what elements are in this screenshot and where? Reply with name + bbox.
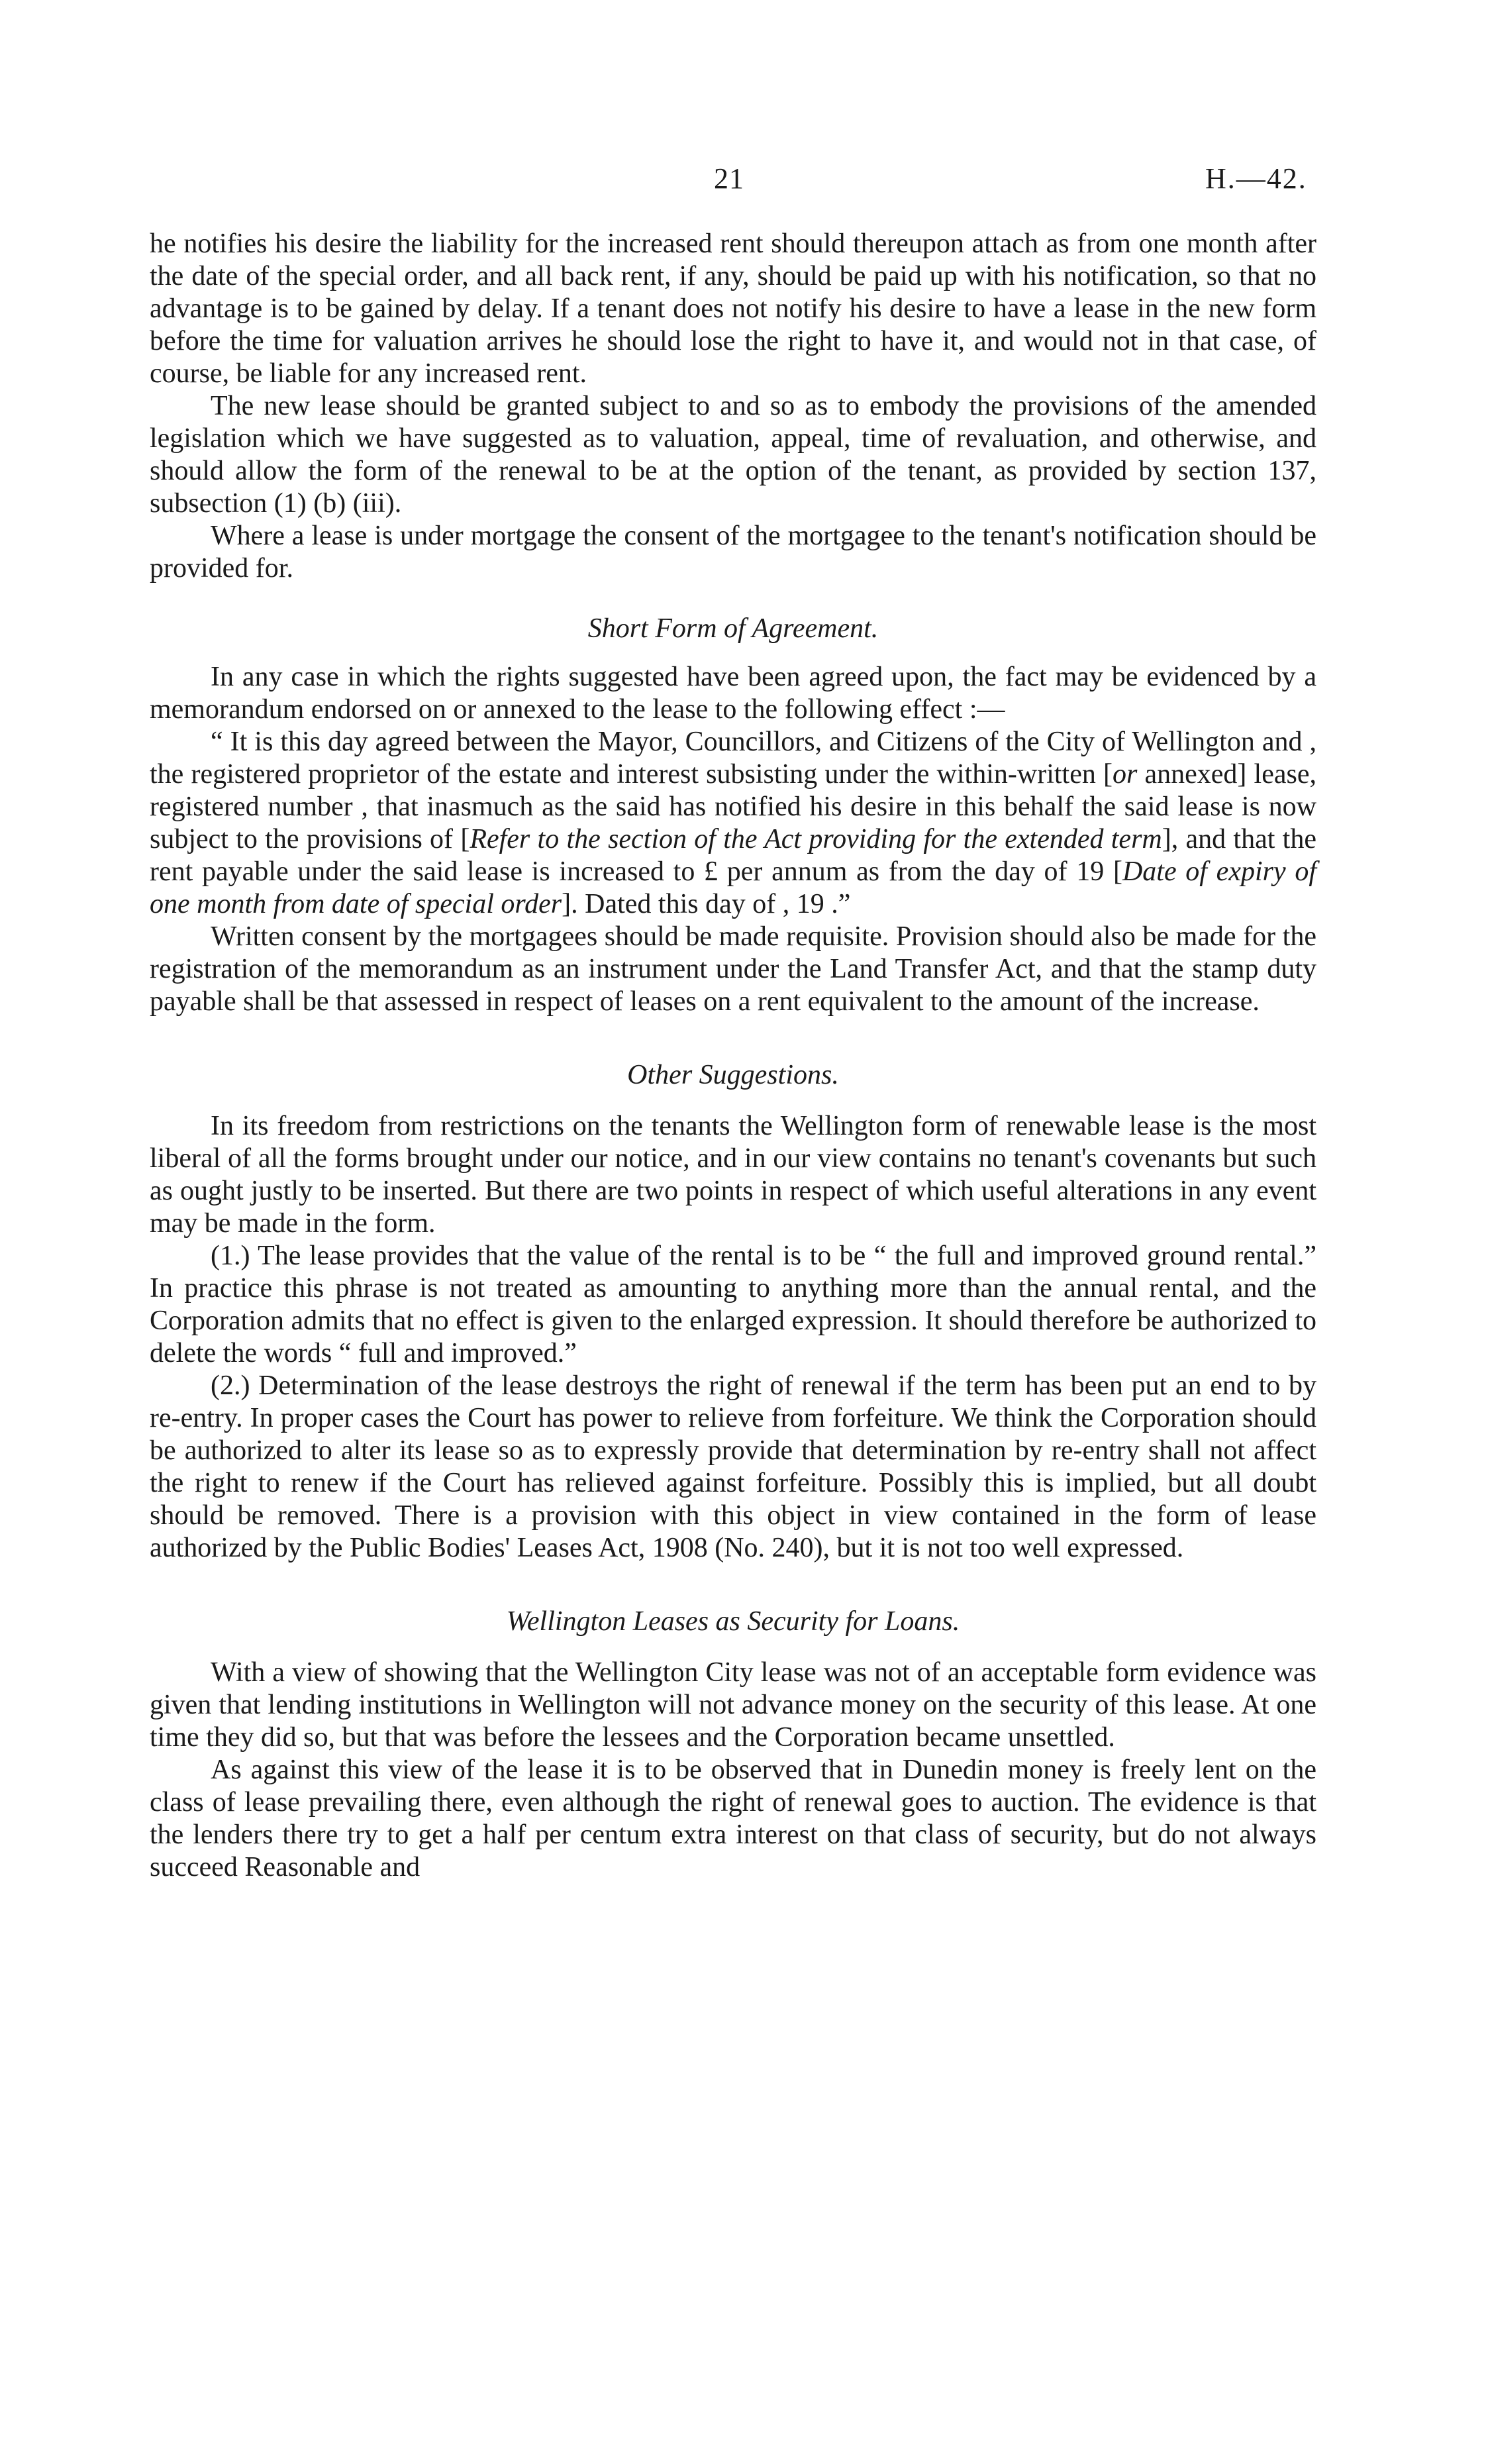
heading-short-form: Short Form of Agreement. (587, 613, 879, 644)
quote-part-1: “ It is this day agreed between the Mayor, Councillors, and Citizens of the City of Wellington and , the registered proprietor of the estate and interest subsisting under the within-written [ (150, 727, 1316, 790)
paragraph-point-2: (2.) Determination of the lease destroys the right of renewal if the term has been put an end to by re-entry. In proper cases the Court has power to relieve from forfeiture. We think the Corporation should be authorized to alter its lease so as to expressly provide that determination by re-entry shall not affect the right to renew if the Court has relieved against forfeiture. Possibly this is implied, but all doubt should be removed. There is a provision with this object in view contained in the form of lease authorized by the Public Bodies' Leases Act, 1908 (No. 240), but it is not too well expressed. (150, 1370, 1316, 1563)
quote-part-4: ]. Dated this day of , 19 .” (562, 889, 851, 919)
paragraph-other-intro: In its freedom from restrictions on the tenants the Wellington form of renewable lease is the most liberal of all the forms brought under our notice, and in our view contains no tenant's covenants but such as ought justly to be inserted. But there are two points in respect of which useful alterations in any event may be made in the form. (150, 1111, 1316, 1239)
quote-part-3: ], and that the rent payable under the said lease is increased to £ per annum as from the day of 19 [ (150, 824, 1316, 887)
paragraph-wellington-1: With a view of showing that the Wellington City lease was not of an acceptable form evidence was given that lending institutions in Wellington will not advance money on the security of this lease. At one time they did so, but that was before the lessees and the Corporation became unsettled. (150, 1657, 1316, 1753)
paragraph-new-lease: The new lease should be granted subject to and so as to embody the provisions of the amended legislation which we have suggested as to valuation, appeal, time of revaluation, and otherwise, and should allow the form of the renewal to be at the option of the tenant, as provided by section 137, subsection (1) (b) (iii). (150, 391, 1316, 519)
heading-other-suggestions: Other Suggestions. (627, 1060, 839, 1090)
page-number: 21 (714, 162, 744, 195)
paragraph-agreement-quote (150, 726, 1316, 921)
paragraph-mortgage: Where a lease is under mortgage the consent of the mortgagee to the tenant's notification should be provided for. (150, 521, 1316, 584)
quote-or: or (1112, 759, 1138, 790)
paragraph-written-consent: Written consent by the mortgagees should be made requisite. Provision should also be made for the registration of the memorandum as an instrument under the Land Transfer Act, and that the stamp duty payable shall be that assessed in respect of leases on a rent equivalent to the amount of the increase. (150, 921, 1316, 1017)
paragraph-wellington-2: As against this view of the lease it is to be observed that in Dunedin money is freely lent on the class of lease prevailing there, even although the right of renewal goes to auction. The evidence is that the lenders there try to get a half per centum extra interest on that class of security, but do not always succeed Reasonable and (150, 1755, 1316, 1882)
page-header (0, 162, 1486, 201)
paragraph-continuation: he notifies his desire the liability for the increased rent should thereupon attach as from one month after the date of the special order, and all back rent, if any, should be paid up with his notification, so that no advantage is to be gained by delay. If a tenant does not notify his desire to have a lease in the new form before the time for valuation arrives he should lose the right to have it, and would not in that case, of course, be liable for any increased rent. (150, 229, 1316, 389)
paragraph-point-1: (1.) The lease provides that the value of the rental is to be “ the full and improved ground rental.” In practice this phrase is not treated as amounting to anything more than the annual rental, and the Corporation admits that no effect is given to the enlarged expression. It should therefore be authorized to delete the words “ full and improved.” (150, 1241, 1316, 1368)
quote-date: Date of expiry of one month from date of special order (150, 856, 1317, 919)
quote-refer: Refer to the section of the Act providing for the extended term (470, 824, 1162, 854)
quote-part-2: annexed] lease, registered number , that inasmuch as the said has notified his desire in this behalf the said lease is now subject to the provisions of [ (150, 759, 1316, 854)
body-text (150, 228, 1316, 1884)
paragraph-short-form-intro: In any case in which the rights suggested have been agreed upon, the fact may be evidenced by a memorandum endorsed on or annexed to the lease to the following effect :— (150, 662, 1316, 725)
document-reference: H.—42. (1205, 162, 1307, 195)
heading-wellington-leases: Wellington Leases as Security for Loans. (506, 1606, 960, 1637)
